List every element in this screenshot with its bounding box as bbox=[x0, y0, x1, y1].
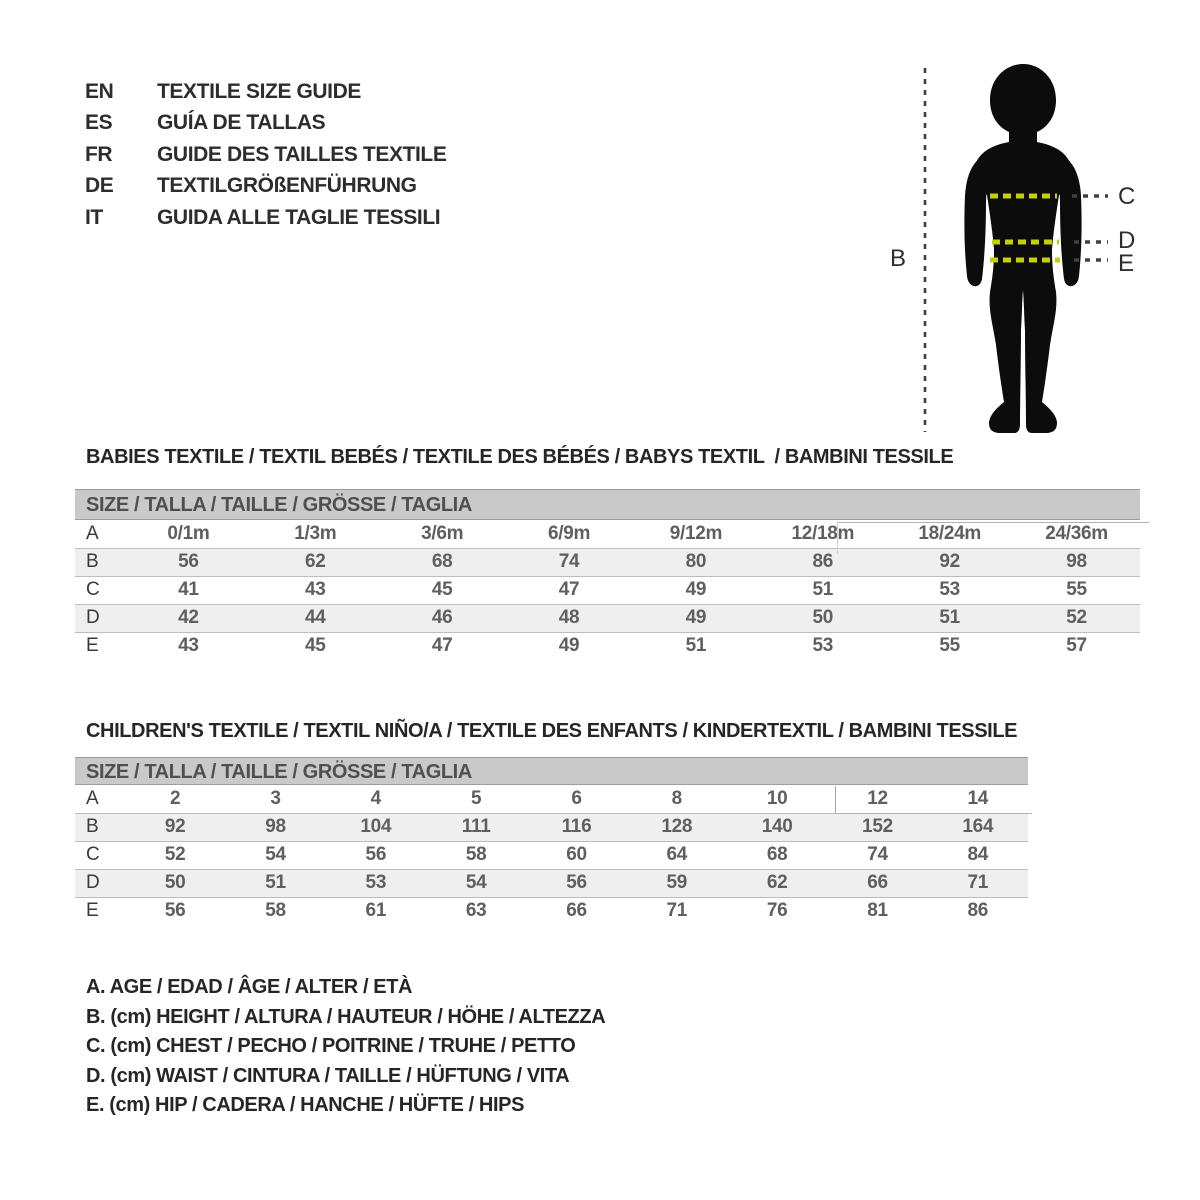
table-cell: 57 bbox=[1066, 635, 1087, 657]
table-cell: 12 bbox=[867, 787, 888, 809]
table-cell: 55 bbox=[1066, 579, 1087, 600]
table-cell: 8 bbox=[671, 787, 682, 809]
row-label: A bbox=[86, 787, 99, 809]
measurement-diagram bbox=[860, 40, 1200, 460]
table-row bbox=[75, 632, 1140, 660]
table-cell: 53 bbox=[812, 635, 834, 657]
row-label: B bbox=[75, 548, 125, 576]
row-label: E bbox=[86, 900, 99, 922]
language-code: IT bbox=[85, 205, 103, 229]
list-item bbox=[85, 76, 446, 108]
language-code: FR bbox=[85, 142, 113, 166]
height-label: B bbox=[890, 245, 907, 272]
table-cell: 42 bbox=[125, 604, 252, 632]
babies-table bbox=[75, 520, 1140, 660]
waist-label: D bbox=[1118, 227, 1136, 254]
table-cell: 53 bbox=[939, 579, 960, 600]
row-label: B bbox=[75, 813, 125, 841]
table-cell: 56 bbox=[526, 869, 626, 897]
measurement-legend bbox=[86, 976, 605, 1124]
table-cell: 140 bbox=[727, 813, 827, 841]
chest-label: C bbox=[1118, 183, 1136, 210]
table-cell: 152 bbox=[827, 813, 927, 841]
babies-size-table bbox=[75, 489, 1140, 660]
silhouette-left-arm bbox=[964, 158, 986, 286]
table-cell: 51 bbox=[225, 869, 325, 897]
children-section-heading: CHILDREN'S TEXTILE / TEXTIL NIÑO/A / TEXTILE DES ENFANTS / KINDERTEXTIL / BAMBINI TESSILE bbox=[86, 720, 1018, 742]
table-cell: 47 bbox=[558, 579, 580, 600]
table-cell: 50 bbox=[125, 869, 225, 897]
table-cell: 86 bbox=[967, 900, 989, 922]
table-cell: 54 bbox=[265, 844, 286, 865]
children-table bbox=[75, 785, 1028, 925]
row-label: D bbox=[75, 869, 125, 897]
row-label: C bbox=[86, 844, 100, 865]
language-code: ES bbox=[85, 111, 113, 135]
table-cell: 98 bbox=[1013, 548, 1140, 576]
table-cell: 52 bbox=[1013, 604, 1140, 632]
table-cell: 46 bbox=[379, 604, 506, 632]
table-cell: 48 bbox=[506, 604, 633, 632]
table-cell: 4 bbox=[370, 787, 381, 809]
table-cell: 14 bbox=[967, 787, 989, 809]
table-cell: 44 bbox=[252, 604, 379, 632]
table-cell: 55 bbox=[939, 635, 960, 657]
table-cell: 66 bbox=[827, 869, 927, 897]
legend-hip: E. (cm) HIP / CADERA / HANCHE / HÜFTE / HIPS bbox=[86, 1094, 525, 1116]
table-cell: 84 bbox=[967, 844, 989, 865]
table-cell: 6 bbox=[571, 787, 582, 809]
table-row bbox=[75, 520, 1140, 548]
hip-label: E bbox=[1118, 250, 1135, 277]
table-row bbox=[75, 548, 1140, 576]
table-cell: 62 bbox=[727, 869, 827, 897]
list-item bbox=[85, 171, 446, 203]
list-item bbox=[85, 108, 446, 140]
legend-chest: C. (cm) CHEST / PECHO / POITRINE / TRUHE / PETTO bbox=[86, 1035, 576, 1057]
child-silhouette-figure bbox=[860, 40, 1200, 460]
table-cell: 58 bbox=[465, 844, 487, 865]
table-cell: 92 bbox=[886, 548, 1013, 576]
language-title: TEXTILE SIZE GUIDE bbox=[157, 79, 361, 103]
table-cell: 45 bbox=[431, 579, 453, 600]
babies-section-heading: BABIES TEXTILE / TEXTIL BEBÉS / TEXTILE DES BÉBÉS / BABYS TEXTIL / BAMBINI TESSILE bbox=[86, 446, 954, 468]
legend-waist: D. (cm) WAIST / CINTURA / TAILLE / HÜFTUNG / VITA bbox=[86, 1064, 570, 1087]
table-cell: 71 bbox=[928, 869, 1028, 897]
table-cell: 64 bbox=[666, 844, 688, 865]
table-cell: 58 bbox=[265, 900, 286, 922]
silhouette-body bbox=[974, 64, 1072, 433]
table-cell: 1/3m bbox=[294, 522, 337, 544]
table-cell: 63 bbox=[465, 900, 487, 922]
table-cell: 76 bbox=[766, 900, 788, 922]
list-item bbox=[85, 202, 446, 234]
silhouette-right-arm bbox=[1060, 158, 1082, 286]
row-label: C bbox=[86, 579, 100, 600]
table-cell: 68 bbox=[766, 844, 788, 865]
table-row bbox=[75, 841, 1028, 869]
table-row bbox=[75, 813, 1028, 841]
table-row bbox=[75, 604, 1140, 632]
table-cell: 50 bbox=[759, 604, 886, 632]
list-item bbox=[85, 139, 446, 171]
row-label: E bbox=[86, 635, 99, 657]
language-title: GUIDA ALLE TAGLIE TESSILI bbox=[157, 205, 441, 229]
table-cell: 62 bbox=[252, 548, 379, 576]
table-cell: 18/24m bbox=[918, 522, 981, 544]
table-cell: 164 bbox=[928, 813, 1028, 841]
table-row bbox=[75, 576, 1140, 604]
table-cell: 74 bbox=[506, 548, 633, 576]
table-cell: 56 bbox=[365, 844, 387, 865]
table-cell: 60 bbox=[566, 844, 587, 865]
table-cell: 12/18m bbox=[791, 522, 855, 544]
row-label: D bbox=[75, 604, 125, 632]
table-row bbox=[75, 785, 1028, 813]
table-cell: 59 bbox=[627, 869, 727, 897]
table-cell: 98 bbox=[225, 813, 325, 841]
table-cell: 10 bbox=[766, 787, 788, 809]
table-row bbox=[75, 869, 1028, 897]
table-cell: 49 bbox=[685, 579, 707, 600]
babies-size-header: SIZE / TALLA / TAILLE / GRÖSSE / TAGLIA bbox=[75, 489, 1140, 520]
language-title-list bbox=[85, 76, 446, 234]
table-cell: 5 bbox=[471, 787, 482, 809]
table-cell: 128 bbox=[627, 813, 727, 841]
table-cell: 71 bbox=[666, 900, 688, 922]
table-cell: 56 bbox=[125, 548, 252, 576]
table-cell: 81 bbox=[867, 900, 888, 922]
children-size-header: SIZE / TALLA / TAILLE / GRÖSSE / TAGLIA bbox=[75, 757, 1028, 785]
table-cell: 51 bbox=[685, 635, 707, 657]
table-cell: 3 bbox=[270, 787, 281, 809]
table-cell: 0/1m bbox=[167, 522, 210, 544]
row-label: A bbox=[86, 522, 99, 544]
language-code: EN bbox=[85, 79, 114, 103]
table-cell: 54 bbox=[426, 869, 526, 897]
table-cell: 43 bbox=[305, 579, 326, 600]
table-row bbox=[75, 897, 1028, 925]
table-cell: 6/9m bbox=[548, 522, 591, 544]
table-cell: 61 bbox=[365, 900, 387, 922]
table-cell: 43 bbox=[178, 635, 199, 657]
legend-age: A. AGE / EDAD / ÂGE / ALTER / ETÀ bbox=[86, 976, 413, 998]
table-cell: 51 bbox=[886, 604, 1013, 632]
language-title: TEXTILGRÖßENFÜHRUNG bbox=[157, 174, 417, 198]
table-cell: 3/6m bbox=[421, 522, 464, 544]
table-cell: 66 bbox=[566, 900, 587, 922]
table-cell: 104 bbox=[326, 813, 426, 841]
table-cell: 45 bbox=[305, 635, 326, 657]
children-size-table bbox=[75, 757, 1028, 925]
table-cell: 49 bbox=[633, 604, 760, 632]
table-cell: 24/36m bbox=[1045, 522, 1108, 544]
table-cell: 74 bbox=[867, 844, 888, 865]
table-cell: 111 bbox=[426, 813, 526, 841]
table-cell: 47 bbox=[431, 635, 453, 657]
table-cell: 53 bbox=[326, 869, 426, 897]
table-cell: 80 bbox=[633, 548, 760, 576]
table-cell: 56 bbox=[164, 900, 186, 922]
table-cell: 116 bbox=[526, 813, 626, 841]
language-title: GUÍA DE TALLAS bbox=[157, 111, 326, 135]
table-cell: 68 bbox=[379, 548, 506, 576]
table-cell: 51 bbox=[812, 579, 834, 600]
table-cell: 92 bbox=[125, 813, 225, 841]
table-cell: 9/12m bbox=[669, 522, 723, 544]
language-title: GUIDE DES TAILLES TEXTILE bbox=[157, 142, 447, 166]
table-cell: 41 bbox=[178, 579, 199, 600]
table-cell: 49 bbox=[558, 635, 580, 657]
table-cell: 2 bbox=[170, 787, 181, 809]
language-code: DE bbox=[85, 174, 114, 198]
table-cell: 86 bbox=[759, 548, 886, 576]
legend-height: B. (cm) HEIGHT / ALTURA / HAUTEUR / HÖHE / ALTEZZA bbox=[86, 1005, 606, 1028]
table-cell: 52 bbox=[164, 844, 186, 865]
